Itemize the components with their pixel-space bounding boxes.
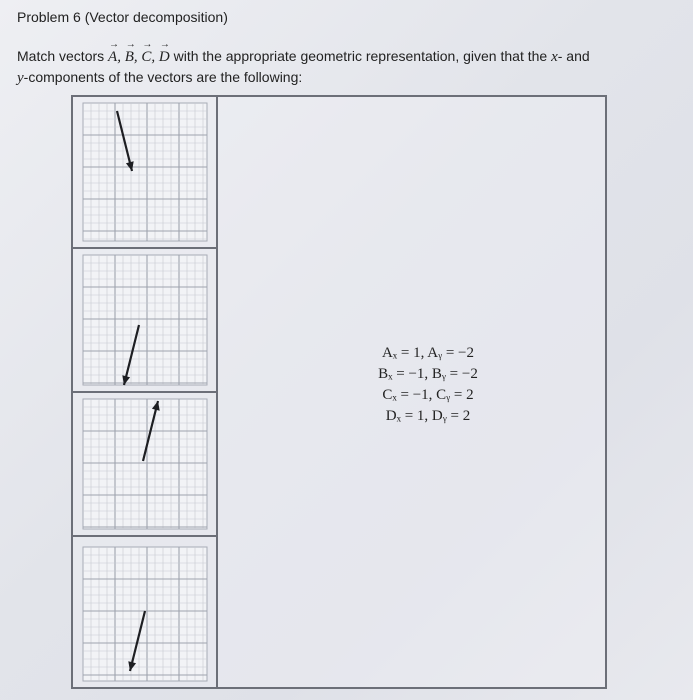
component-b: Bₓ = −1, Bᵧ = −2 — [378, 366, 478, 382]
vector-c-name: → C — [141, 47, 151, 67]
figure-column — [73, 97, 218, 687]
vector-d-name: → D — [159, 47, 170, 67]
vector-list: → A, → B, → C, → D — [108, 49, 170, 65]
prompt-text-start: Match vectors — [17, 48, 109, 64]
component-d: Dₓ = 1, Dᵧ = 2 — [385, 408, 471, 424]
prompt-text-middle: with the appropriate geometric representation, given that the — [169, 48, 552, 64]
vector-figure-cell-4[interactable] — [73, 537, 216, 687]
vector-figure-1 — [73, 97, 216, 247]
vector-figure-2 — [73, 249, 216, 391]
problem-title: Problem 6 (Vector decomposition) — [17, 9, 228, 25]
x-variable: x — [551, 49, 558, 65]
grid-background — [83, 103, 207, 241]
vector-figure-4 — [73, 537, 216, 687]
matching-table — [71, 95, 607, 689]
components-list — [358, 343, 498, 427]
y-variable: y — [17, 70, 24, 86]
vector-figure-cell-1[interactable] — [73, 97, 216, 249]
vector-b-name: → B — [125, 47, 134, 67]
prompt-text-end: -components of the vectors are the following: — [23, 69, 303, 85]
vector-a-name: → A — [108, 47, 117, 67]
component-a: Aₓ = 1, Aᵧ = −2 — [381, 345, 475, 361]
vector-figure-3 — [73, 393, 216, 535]
prompt-text-and: - and — [557, 48, 590, 64]
component-c: Cₓ = −1, Cᵧ = 2 — [382, 387, 474, 403]
vector-figure-cell-3[interactable] — [73, 393, 216, 537]
problem-prompt — [17, 46, 667, 88]
grid-background — [83, 255, 207, 385]
grid-background — [83, 399, 207, 529]
vector-figure-cell-2[interactable] — [73, 249, 216, 393]
